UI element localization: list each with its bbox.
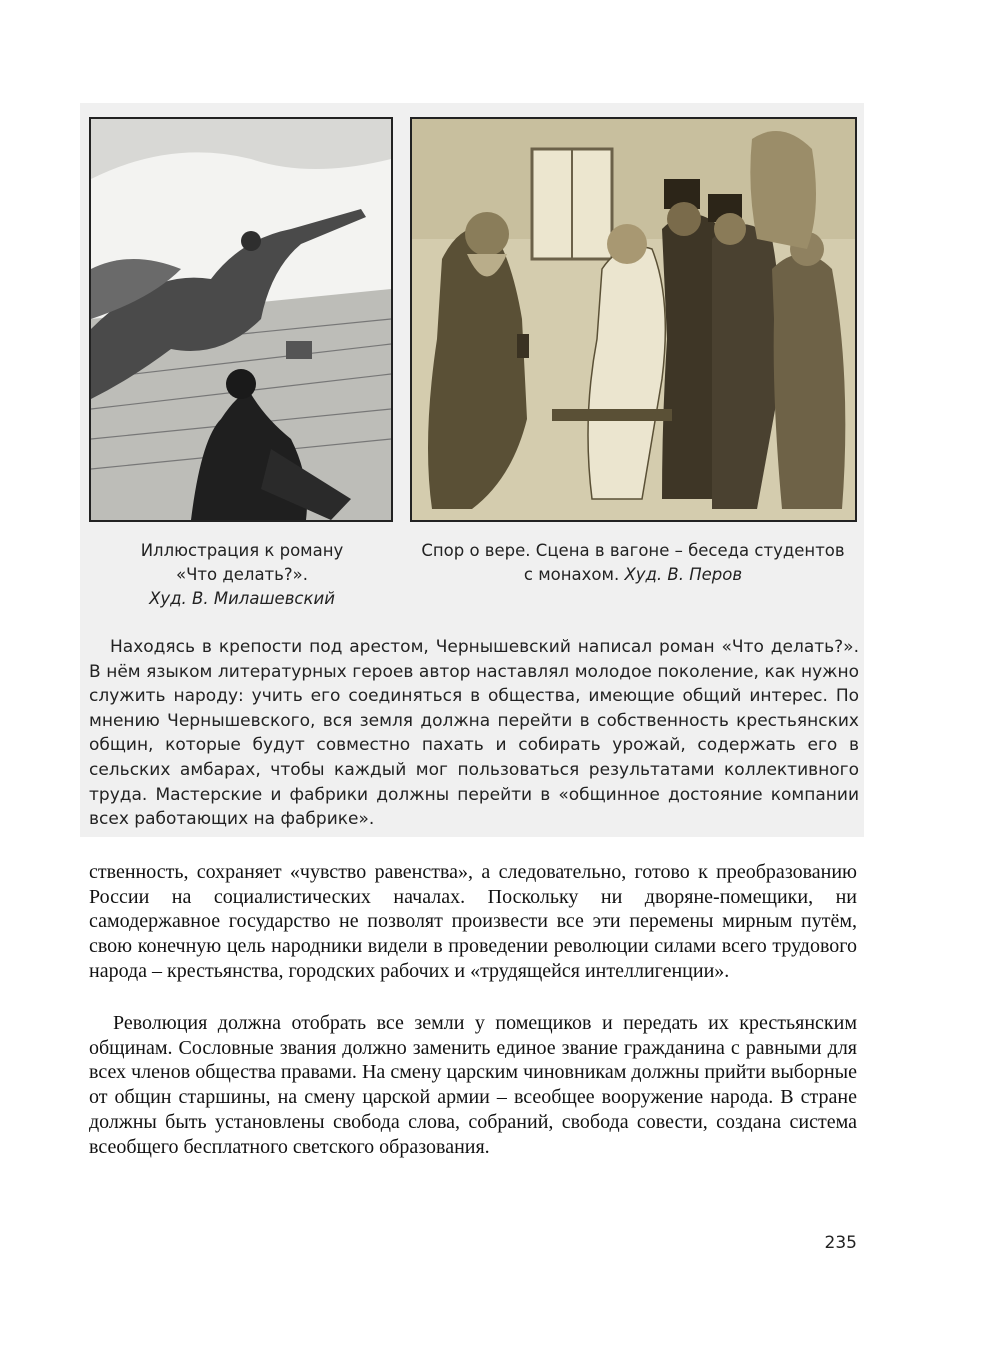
illustration-novel-figure bbox=[89, 117, 393, 522]
novel-illustration-drawing bbox=[91, 119, 391, 520]
body-paragraph: Революция должна отобрать все земли у помещиков и передать их крестьянским общинам. Сословные звания должно заменить единое звание гражданина с равными для всех членов общества правами. На смену царским чиновникам должны прийти выборные от общин старшины, на смену царской армии – всеобщее вооружение народа. В стране должны быть установлены свобода слова, собраний, свобода совести, создана система всеобщего бесплатного светского образования. bbox=[89, 1012, 857, 1158]
caption-line: Спор о вере. Сцена в вагоне – беседа студентов bbox=[421, 541, 845, 560]
page-number: 235 bbox=[824, 1233, 857, 1253]
painting-train-debate bbox=[412, 119, 855, 520]
illustration-caption bbox=[110, 539, 374, 611]
caption-artist bbox=[110, 587, 374, 611]
caption-artist-text: Худ. В. Милашевский bbox=[149, 589, 335, 608]
caption-text: с монахом. bbox=[523, 565, 620, 584]
sidebar-box-text: Находясь в крепости под арестом, Чернышевский написал роман «Что делать?». В нём языком литературных героев автор наставлял молодое поколение, как нужно служить народу: учить его соединяться в общества, имеющие общий интерес. По мнению Чернышевского, вся земля должна перейти в собственность крестьянских общин, которые будут совместно пахать и собирать урожай, содержать его в сельских амбарах, чтобы каждый мог пользоваться результатами коллективного труда. Мастерские и фабрики должны перейти в «общинное достояние компании всех работающих на фабрике». bbox=[89, 637, 859, 830]
caption-artist-text: Худ. В. Перов bbox=[624, 565, 743, 584]
caption-line: «Что делать?». bbox=[175, 565, 308, 584]
painting-caption bbox=[400, 539, 866, 587]
caption-line bbox=[400, 563, 866, 587]
perov-painting-figure bbox=[410, 117, 857, 522]
body-paragraph: ственность, сохраняет «чувство равенства», а следовательно, готово к преобразованию России на социалистических началах. Поскольку ни дворяне-помещики, ни самодержавное государство не позволят произвести все эти перемены мирным путём, свою конечную цель народники видели в проведении революции силами всего трудового народа – крестьянства, городских рабочих и «трудящейся интеллигенции». bbox=[89, 861, 857, 982]
caption-line: Иллюстрация к роману bbox=[140, 541, 344, 560]
